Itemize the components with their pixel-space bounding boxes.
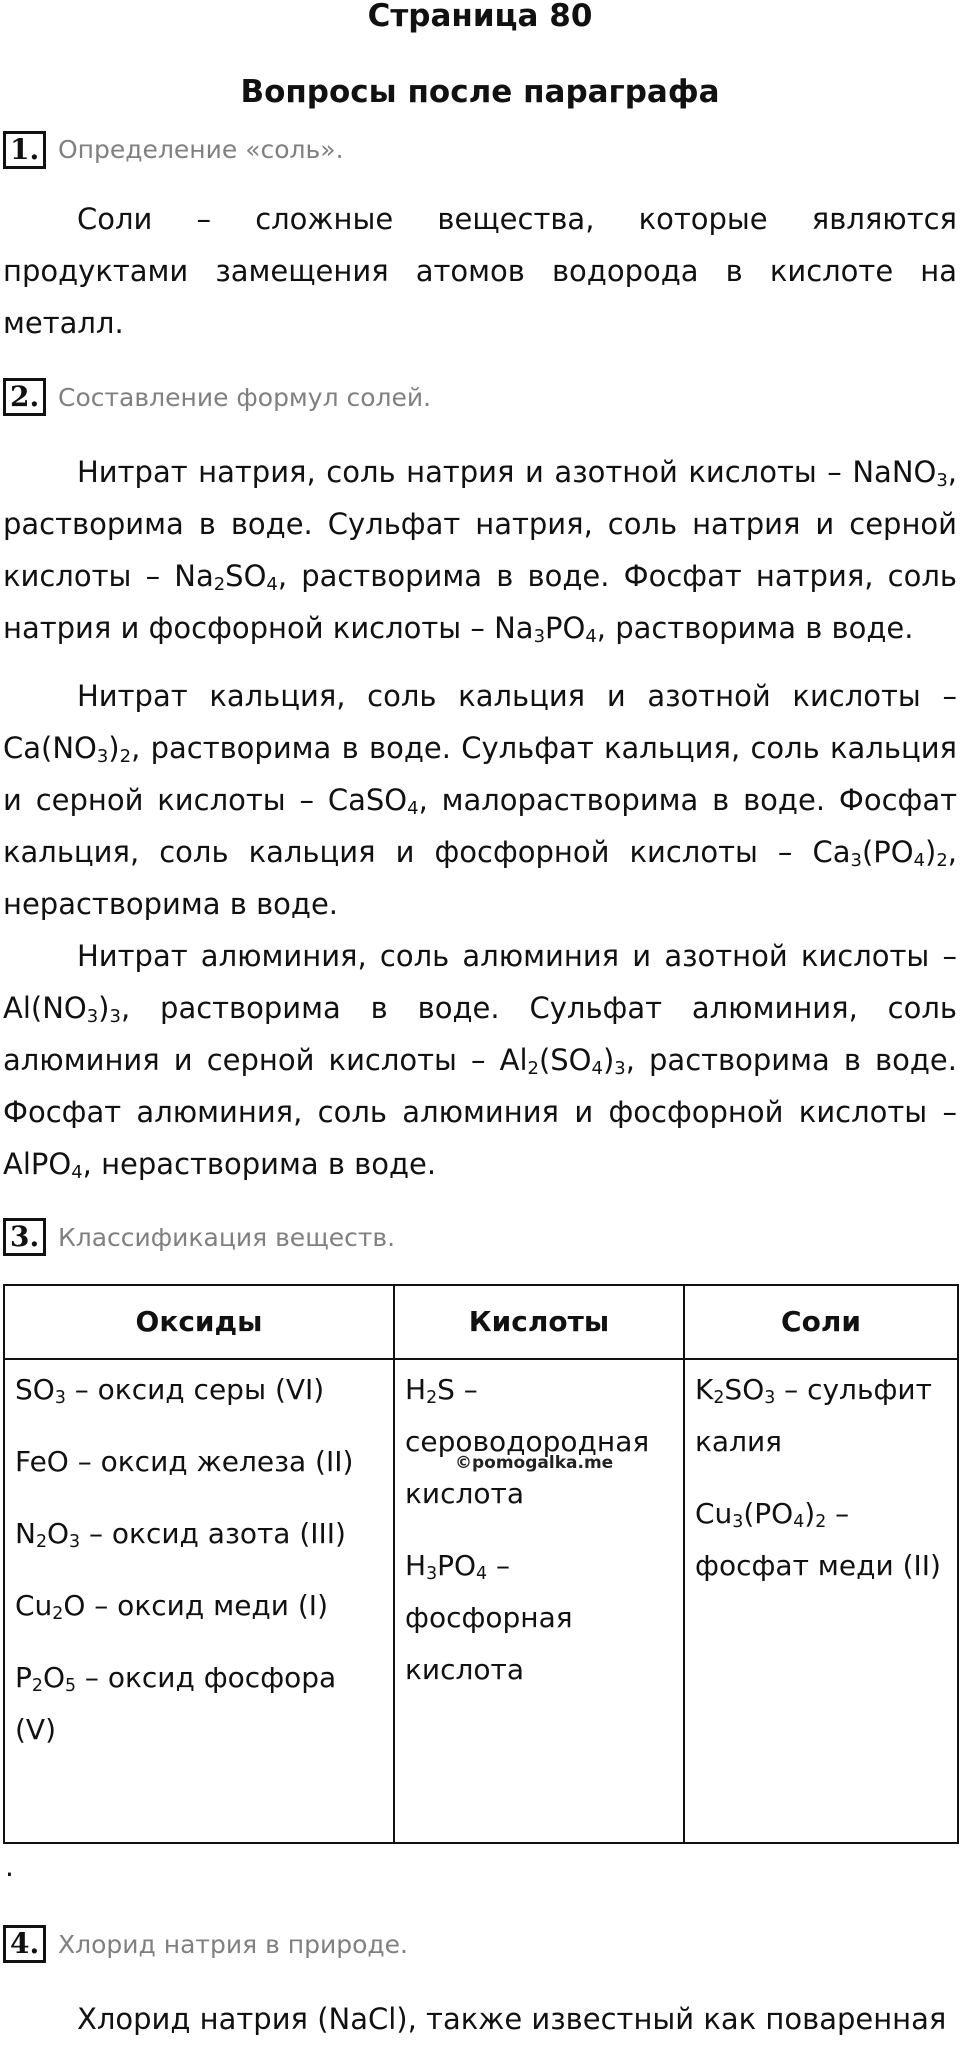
table-header-row <box>4 1285 958 1359</box>
header-acids: Кислоты <box>394 1285 684 1359</box>
header-salts: Соли <box>684 1285 958 1359</box>
question-prompt-3: Классификация веществ. <box>58 1223 396 1252</box>
section-title: Вопросы после параграфа <box>240 74 720 110</box>
acid-item: $H_2S$ – сероводородная кислота <box>405 1373 650 1510</box>
question-prompt-1: Определение «соль». <box>58 135 344 164</box>
oxides-cell <box>4 1359 394 1843</box>
question-number-3: 3. <box>3 1218 46 1256</box>
oxide-item: $P_2O_5$ – оксид фосфора (V) <box>15 1661 337 1746</box>
page-title: Страница 80 <box>367 0 593 34</box>
header-oxides: Оксиды <box>4 1285 394 1359</box>
salts-cell <box>684 1359 958 1843</box>
answer-paragraph-2c: Нитрат алюминия, соль алюминия и азотной кислоты – $Al(NO_3)_3$, растворима в воде. Сульфат алюминия, соль алюминия и серной кислоты – $Al_2(SO_4)_3$, растворима в воде. Фосфат алюминия, соль алюминия и фосфорной кислоты – AlPO$_4$, нерастворима в воде. <box>3 939 957 1183</box>
salt-item: $K_2SO_3$ – сульфит калия <box>695 1373 932 1458</box>
question-prompt-2: Составление формул солей. <box>58 383 432 412</box>
question-prompt-4: Хлорид натрия в природе. <box>58 1930 408 1959</box>
acids-cell <box>394 1359 684 1843</box>
oxide-item: $Cu_2O$ – оксид меди (I) <box>15 1589 328 1624</box>
oxide-item: FeO – оксид железа (II) <box>15 1445 354 1478</box>
salt-item: $Cu_3(PO_4)_2$ – фосфат меди (II) <box>695 1497 941 1582</box>
answer-paragraph-1: Соли – сложные вещества, которые являются продуктами замещения атомов водорода в кислоте на металл. <box>3 202 957 340</box>
watermark: ©pomogalka.me <box>455 1453 614 1473</box>
question-number-1: 1. <box>3 131 46 169</box>
question-number-4: 4. <box>3 1925 46 1963</box>
classification-table <box>3 1284 959 1844</box>
acid-item: $H_3PO_4$ – фосфорная кислота <box>405 1549 573 1686</box>
oxide-item: $N_2O_3$ – оксид азота (III) <box>15 1517 346 1552</box>
question-number-2: 2. <box>3 378 46 416</box>
oxide-item: $SO_3$ – оксид серы (VI) <box>15 1373 325 1408</box>
answer-paragraph-4: Хлорид натрия (NaCl), также известный как поваренная <box>77 2002 947 2036</box>
answer-paragraph-2a: Нитрат натрия, соль натрия и азотной кислоты – NaNO$_3$, растворима в воде. Сульфат натрия, соль натрия и серной кислоты – $Na_2SO_4$, растворима в воде. Фосфат натрия, соль натрия и фосфорной кислоты – $Na_3PO_4$, растворима в воде. <box>3 455 957 647</box>
answer-paragraph-2b: Нитрат кальция, соль кальция и азотной кислоты – $Ca(NO_3)_2$, растворима в воде. Сульфат кальция, соль кальция и серной кислоты – CaSO$_4$, малорастворима в воде. Фосфат кальция, соль кальция и фосфорной кислоты – $Ca_3(PO_4)_2$, нерастворима в воде. <box>3 679 957 921</box>
table-row <box>4 1359 958 1843</box>
trailing-dot: . <box>5 1850 14 1883</box>
